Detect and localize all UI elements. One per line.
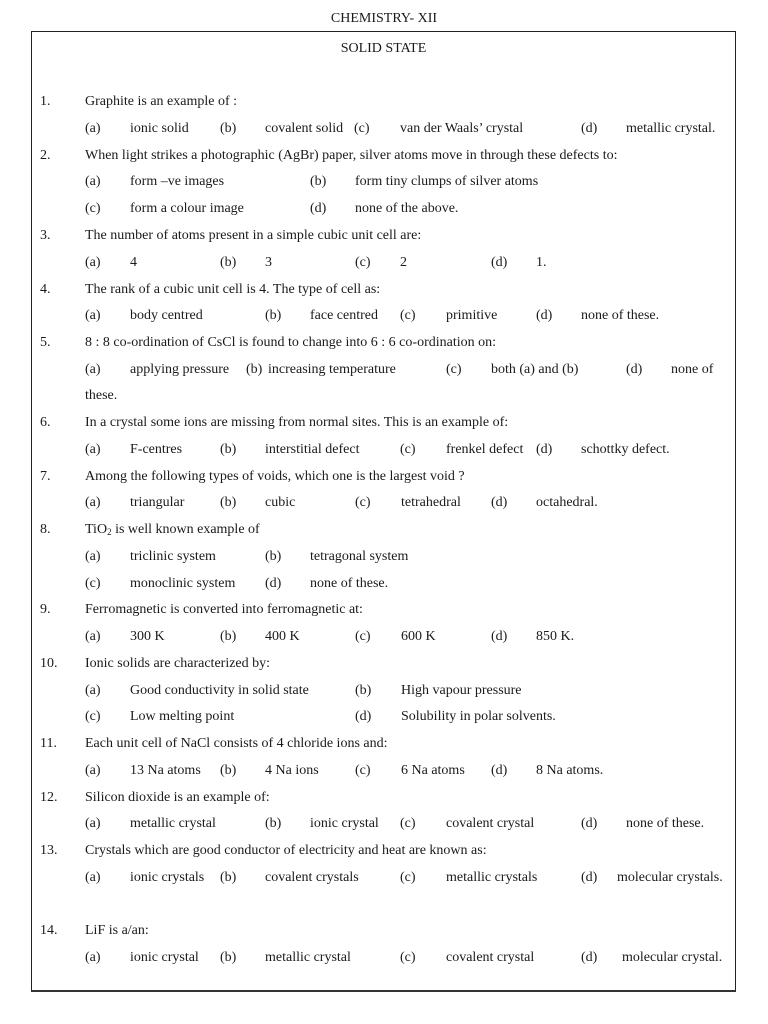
- question-number: 5.: [40, 335, 51, 350]
- option-text: 13 Na atoms: [130, 763, 201, 778]
- option-label: (c): [354, 121, 370, 136]
- option-label: (d): [536, 442, 553, 457]
- options-row: [32, 362, 735, 382]
- question-8: [32, 522, 735, 542]
- option-label: (b): [246, 362, 263, 377]
- option-label: (c): [85, 201, 101, 216]
- question-text: Crystals which are good conductor of electricity and heat are known as:: [85, 843, 487, 858]
- options-row: [32, 629, 735, 649]
- option-text: none of these.: [626, 816, 705, 831]
- option-text: covalent crystal: [446, 950, 535, 965]
- option-label: (a): [85, 683, 101, 698]
- option-text: van der Waals’ crystal: [400, 121, 524, 136]
- question-1: [32, 94, 735, 114]
- option-text: ionic crystal: [310, 816, 379, 831]
- option-text: F-centres: [130, 442, 183, 457]
- option-text: none of these.: [310, 576, 389, 591]
- question-number: 12.: [40, 790, 58, 805]
- option-label: (b): [310, 174, 327, 189]
- option-text: metallic crystal.: [626, 121, 716, 136]
- option-text: body centred: [130, 308, 203, 323]
- question-text: Graphite is an example of :: [85, 94, 238, 109]
- page-header: CHEMISTRY- XII: [330, 11, 438, 26]
- option-text: metallic crystal: [265, 950, 351, 965]
- option-text: Good conductivity in solid state: [130, 683, 309, 698]
- option-text: frenkel defect: [446, 442, 524, 457]
- option-text: applying pressure: [130, 362, 230, 377]
- options-row: [32, 816, 735, 836]
- option-text: metallic crystals: [446, 870, 538, 885]
- question-text: Each unit cell of NaCl consists of 4 chloride ions and:: [85, 736, 388, 751]
- option-label: (a): [85, 121, 101, 136]
- option-label: (d): [536, 308, 553, 323]
- worksheet-bottom-border: [31, 990, 736, 992]
- option-label: (d): [491, 255, 508, 270]
- option-text: form a colour image: [130, 201, 244, 216]
- option-label: (a): [85, 308, 101, 323]
- option-text: 3: [265, 255, 272, 270]
- option-label: (b): [220, 870, 237, 885]
- option-label: (b): [265, 816, 282, 831]
- option-text: High vapour pressure: [401, 683, 522, 698]
- option-text: monoclinic system: [130, 576, 236, 591]
- options-row: [32, 576, 735, 596]
- option-text: covalent solid: [265, 121, 344, 136]
- option-label: (b): [220, 495, 237, 510]
- option-label: (a): [85, 816, 101, 831]
- worksheet-box: [31, 31, 736, 990]
- option-label: (c): [400, 308, 416, 323]
- option-text: 2: [400, 255, 407, 270]
- option-text: ionic crystals: [130, 870, 205, 885]
- question-text: TiO$_2$ is well known example of: [85, 522, 260, 537]
- question-text: Ionic solids are characterized by:: [85, 656, 271, 671]
- option-label: (c): [85, 709, 101, 724]
- option-text: these.: [85, 388, 118, 403]
- option-label: (a): [85, 442, 101, 457]
- question-number: 2.: [40, 148, 51, 163]
- option-label: (d): [491, 763, 508, 778]
- option-text: ionic solid: [130, 121, 189, 136]
- option-text: covalent crystal: [446, 816, 535, 831]
- option-label: (d): [491, 495, 508, 510]
- option-text: none of: [671, 362, 714, 377]
- option-text: 4: [130, 255, 137, 270]
- option-label: (d): [491, 629, 508, 644]
- option-text: 850 K.: [536, 629, 575, 644]
- option-label: (c): [355, 763, 371, 778]
- option-label: (b): [220, 121, 237, 136]
- options-row: [32, 763, 735, 783]
- option-label: (a): [85, 174, 101, 189]
- option-label: (c): [400, 442, 416, 457]
- option-label: (b): [355, 683, 372, 698]
- option-text: ionic crystal: [130, 950, 199, 965]
- option-text: 300 K: [130, 629, 165, 644]
- options-row: [32, 201, 735, 221]
- option-text: molecular crystals.: [617, 870, 723, 885]
- option-label: (c): [355, 495, 371, 510]
- option-text: 8 Na atoms.: [536, 763, 604, 778]
- option-label: (d): [581, 816, 598, 831]
- option-label: (b): [220, 763, 237, 778]
- question-text: Silicon dioxide is an example of:: [85, 790, 270, 805]
- option-text: 600 K: [401, 629, 436, 644]
- option-label: (d): [310, 201, 327, 216]
- question-text: The number of atoms present in a simple cubic unit cell are:: [85, 228, 422, 243]
- option-text: interstitial defect: [265, 442, 360, 457]
- question-number: 7.: [40, 469, 51, 484]
- option-label: (c): [85, 576, 101, 591]
- question-4: [32, 282, 735, 302]
- option-label: (a): [85, 362, 101, 377]
- worksheet-title: SOLID STATE: [340, 41, 427, 56]
- question-12: [32, 790, 735, 810]
- question-9: [32, 602, 735, 622]
- option-text: Low melting point: [130, 709, 235, 724]
- options-row: [32, 549, 735, 569]
- question-text: The rank of a cubic unit cell is 4. The type of cell as:: [85, 282, 381, 297]
- option-label: (b): [265, 549, 282, 564]
- option-text: 1.: [536, 255, 547, 270]
- options-row: [32, 683, 735, 703]
- option-text: covalent crystals: [265, 870, 359, 885]
- option-text: none of the above.: [355, 201, 459, 216]
- question-13: [32, 843, 735, 863]
- question-text: Among the following types of voids, which one is the largest void ?: [85, 469, 465, 484]
- option-text: both (a) and (b): [491, 362, 579, 377]
- question-text: In a crystal some ions are missing from normal sites. This is an example of:: [85, 415, 509, 430]
- option-label: (d): [581, 950, 598, 965]
- question-text: When light strikes a photographic (AgBr) paper, silver atoms move in through these defects to:: [85, 148, 618, 163]
- option-text: schottky defect.: [581, 442, 670, 457]
- question-6: [32, 415, 735, 435]
- option-label: (d): [581, 870, 598, 885]
- option-text: increasing temperature: [268, 362, 396, 377]
- question-number: 1.: [40, 94, 51, 109]
- option-label: (a): [85, 870, 101, 885]
- question-text: Ferromagnetic is converted into ferromagnetic at:: [85, 602, 363, 617]
- options-row: [32, 709, 735, 729]
- question-number: 11.: [40, 736, 57, 751]
- option-text: molecular crystal.: [622, 950, 723, 965]
- option-label: (c): [400, 950, 416, 965]
- question-5: [32, 335, 735, 355]
- option-label: (c): [355, 255, 371, 270]
- question-number: 13.: [40, 843, 58, 858]
- question-3: [32, 228, 735, 248]
- option-label: (d): [355, 709, 372, 724]
- options-row: [32, 495, 735, 515]
- option-label: (b): [220, 442, 237, 457]
- option-text: tetrahedral: [401, 495, 461, 510]
- option-label: (d): [626, 362, 643, 377]
- option-text: form tiny clumps of silver atoms: [355, 174, 539, 189]
- options-row: [32, 950, 735, 970]
- option-label: (c): [355, 629, 371, 644]
- question-7: [32, 469, 735, 489]
- option-text: metallic crystal: [130, 816, 216, 831]
- question-2: [32, 148, 735, 168]
- option-text: tetragonal system: [310, 549, 409, 564]
- question-11: [32, 736, 735, 756]
- question-number: 9.: [40, 602, 51, 617]
- option-label: (a): [85, 549, 101, 564]
- option-label: (a): [85, 763, 101, 778]
- option-label: (d): [265, 576, 282, 591]
- option-text: form –ve images: [130, 174, 225, 189]
- option-label: (b): [220, 629, 237, 644]
- option-label: (b): [220, 950, 237, 965]
- options-row: [32, 255, 735, 275]
- question-number: 4.: [40, 282, 51, 297]
- question-10: [32, 656, 735, 676]
- option-label: (c): [400, 870, 416, 885]
- option-text: primitive: [446, 308, 498, 323]
- options-row: [32, 121, 735, 141]
- option-label: (c): [400, 816, 416, 831]
- option-text: 6 Na atoms: [401, 763, 465, 778]
- options-row: [32, 442, 735, 462]
- option-label: (a): [85, 629, 101, 644]
- question-number: 8.: [40, 522, 51, 537]
- option-text: 4 Na ions: [265, 763, 319, 778]
- option-label: (b): [220, 255, 237, 270]
- option-label: (d): [581, 121, 598, 136]
- option-label: (b): [265, 308, 282, 323]
- option-text: octahedral.: [536, 495, 598, 510]
- question-number: 14.: [40, 923, 58, 938]
- option-text: triangular: [130, 495, 185, 510]
- option-text: cubic: [265, 495, 296, 510]
- question-number: 6.: [40, 415, 51, 430]
- option-label: (a): [85, 255, 101, 270]
- option-text: Solubility in polar solvents.: [401, 709, 556, 724]
- options-row: [32, 308, 735, 328]
- option-text: triclinic system: [130, 549, 216, 564]
- options-row: [32, 870, 735, 890]
- options-row: [32, 174, 735, 194]
- question-number: 3.: [40, 228, 51, 243]
- question-text: 8 : 8 co-ordination of CsCl is found to change into 6 : 6 co-ordination on:: [85, 335, 496, 350]
- option-label: (a): [85, 950, 101, 965]
- option-label: (c): [446, 362, 462, 377]
- question-14: [32, 923, 735, 943]
- question-number: 10.: [40, 656, 58, 671]
- option-text: none of these.: [581, 308, 660, 323]
- option-label: (a): [85, 495, 101, 510]
- option-text: face centred: [310, 308, 378, 323]
- question-text: LiF is a/an:: [85, 923, 149, 938]
- option-text: 400 K: [265, 629, 300, 644]
- options-continuation: [32, 388, 735, 408]
